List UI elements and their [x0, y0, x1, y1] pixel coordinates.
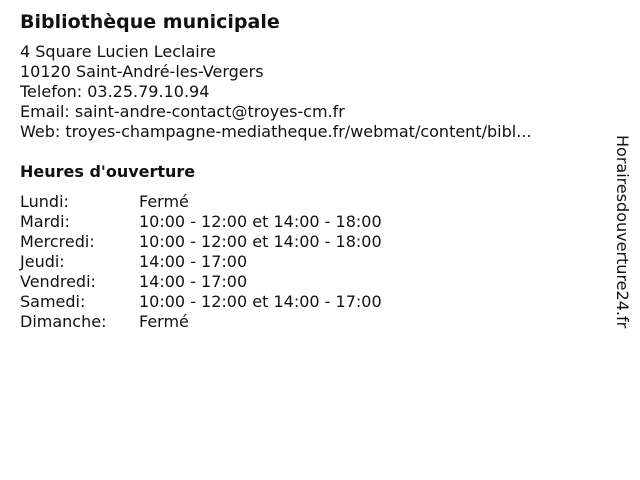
day-label: Lundi: — [20, 192, 69, 211]
day-label: Mercredi: — [20, 232, 95, 251]
day-label: Dimanche: — [20, 312, 107, 331]
opening-hours-table — [20, 192, 382, 332]
day-hours: 14:00 - 17:00 — [139, 252, 248, 271]
day-hours: 14:00 - 17:00 — [139, 272, 248, 291]
hours-row-saturday — [20, 292, 382, 312]
hours-row-monday — [20, 192, 382, 212]
day-label: Samedi: — [20, 292, 86, 311]
hours-row-thursday — [20, 252, 382, 272]
day-label: Mardi: — [20, 212, 70, 231]
day-hours: 10:00 - 12:00 et 14:00 - 17:00 — [139, 292, 382, 311]
day-hours: 10:00 - 12:00 et 14:00 - 18:00 — [139, 212, 382, 231]
web-line: Web: troyes-champagne-mediatheque.fr/webmat/content/bibl... — [20, 122, 532, 141]
site-watermark: Horairesdouverture24.fr — [613, 135, 632, 329]
email-line: Email: saint-andre-contact@troyes-cm.fr — [20, 102, 345, 121]
hours-row-sunday — [20, 312, 382, 332]
library-card — [20, 10, 590, 332]
day-hours: Fermé — [139, 192, 189, 211]
day-label: Jeudi: — [20, 252, 65, 271]
hours-row-friday — [20, 272, 382, 292]
opening-hours-heading: Heures d'ouverture — [20, 162, 196, 181]
day-hours: 10:00 - 12:00 et 14:00 - 18:00 — [139, 232, 382, 251]
hours-row-wednesday — [20, 232, 382, 252]
hours-row-tuesday — [20, 212, 382, 232]
address-line-2: 10120 Saint-André-les-Vergers — [20, 62, 264, 81]
day-label: Vendredi: — [20, 272, 96, 291]
day-hours: Fermé — [139, 312, 189, 331]
library-name: Bibliothèque municipale — [20, 11, 280, 33]
phone-line: Telefon: 03.25.79.10.94 — [20, 82, 210, 101]
address-line-1: 4 Square Lucien Leclaire — [20, 42, 216, 61]
